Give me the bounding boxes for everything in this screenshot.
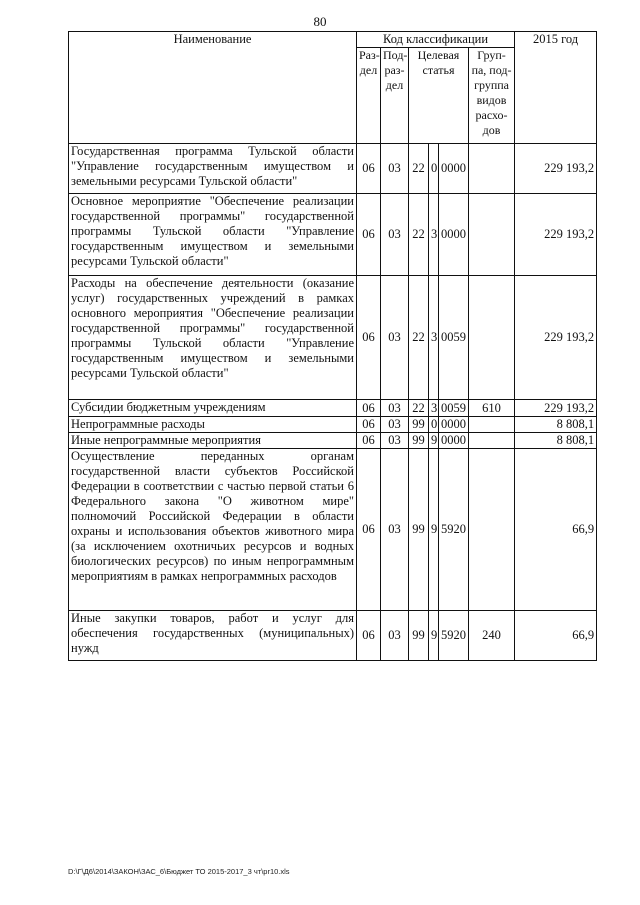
target-program-cell: 22 [409,144,429,194]
target-direction-cell: 0000 [439,144,469,194]
target-program-cell: 99 [409,611,429,661]
razdel-cell: 06 [357,194,381,276]
table-row [69,144,597,194]
podrazdel-cell: 03 [381,144,409,194]
target-direction-cell: 0000 [439,417,469,433]
row-name: Основное мероприятие "Обеспечение реализации государственной программы" государственной программы Тульской области "Управление государственным имуществом и земельными ресурсами Тульской области" [69,194,357,276]
expense-type-cell [469,417,515,433]
table-row [69,433,597,449]
podrazdel-cell: 03 [381,400,409,417]
expense-type-cell [469,144,515,194]
table-row [69,449,597,611]
target-program-cell: 99 [409,417,429,433]
razdel-cell: 06 [357,417,381,433]
amount-cell: 229 193,2 [515,400,597,417]
amount-cell: 229 193,2 [515,276,597,400]
header-podrazdel: Под- раз- дел [381,48,409,144]
razdel-cell: 06 [357,611,381,661]
table-row [69,417,597,433]
amount-cell: 229 193,2 [515,144,597,194]
target-program-cell: 22 [409,400,429,417]
target-direction-cell: 0059 [439,400,469,417]
target-subprogram-cell: 3 [429,400,439,417]
header-vid: Груп- па, под- группа видов расхо- дов [469,48,515,144]
row-name: Иные непрограммные мероприятия [69,433,357,449]
target-subprogram-cell: 0 [429,144,439,194]
target-program-cell: 22 [409,276,429,400]
razdel-cell: 06 [357,400,381,417]
podrazdel-cell: 03 [381,417,409,433]
header-tselevaya: Целевая статья [409,48,469,144]
header-razdel: Раз- дел [357,48,381,144]
expense-type-cell [469,276,515,400]
target-direction-cell: 5920 [439,611,469,661]
table-row [69,400,597,417]
footer-file-path: D:\Г\Д6\2014\ЗАКОН\ЗАС_6\Бюджет ТО 2015-2017_3 чт\pr10.xls [68,867,290,876]
header-code-group: Код классификации [357,32,515,48]
amount-cell: 229 193,2 [515,194,597,276]
expense-type-cell [469,449,515,611]
page-number: 80 [313,14,327,29]
razdel-cell: 06 [357,433,381,449]
table-row [69,194,597,276]
amount-cell: 66,9 [515,611,597,661]
target-subprogram-cell: 9 [429,449,439,611]
target-subprogram-cell: 3 [429,276,439,400]
razdel-cell: 06 [357,144,381,194]
target-subprogram-cell: 9 [429,611,439,661]
amount-cell: 66,9 [515,449,597,611]
podrazdel-cell: 03 [381,276,409,400]
podrazdel-cell: 03 [381,433,409,449]
row-name: Расходы на обеспечение деятельности (оказание услуг) государственных учреждений в рамках основного мероприятия "Обеспечение реализации государственной программы" государственной программы Тульской области "Управление государственным имуществом и земельными ресурсами Тульской области" [69,276,357,400]
row-name: Осуществление переданных органам государственной власти субъектов Российской Федерации в соответствии с частью первой статьи 6 Федерального закона "О животном мире" полномочий Российской Федерации в области охраны и использования объектов животного мира (за исключением охотничьих ресурсов и водных биологических ресурсов) по иным непрограммным мероприятиям в рамках непрограммных расходов [69,449,357,611]
header-year: 2015 год [515,32,597,144]
podrazdel-cell: 03 [381,611,409,661]
budget-table [68,31,597,661]
target-direction-cell: 0059 [439,276,469,400]
target-direction-cell: 5920 [439,449,469,611]
expense-type-cell [469,433,515,449]
expense-type-cell: 240 [469,611,515,661]
amount-cell: 8 808,1 [515,417,597,433]
podrazdel-cell: 03 [381,194,409,276]
razdel-cell: 06 [357,449,381,611]
row-name: Непрограммные расходы [69,417,357,433]
target-subprogram-cell: 0 [429,417,439,433]
row-name: Государственная программа Тульской области "Управление государственным имуществом и земельными ресурсами Тульской области" [69,144,357,194]
razdel-cell: 06 [357,276,381,400]
table-row [69,276,597,400]
podrazdel-cell: 03 [381,449,409,611]
row-name: Иные закупки товаров, работ и услуг для обеспечения государственных (муниципальных) нужд [69,611,357,661]
row-name: Субсидии бюджетным учреждениям [69,400,357,417]
expense-type-cell: 610 [469,400,515,417]
amount-cell: 8 808,1 [515,433,597,449]
header-name: Наименование [69,32,357,144]
target-subprogram-cell: 9 [429,433,439,449]
table-row [69,611,597,661]
expense-type-cell [469,194,515,276]
target-program-cell: 99 [409,449,429,611]
target-direction-cell: 0000 [439,433,469,449]
target-program-cell: 99 [409,433,429,449]
target-program-cell: 22 [409,194,429,276]
target-direction-cell: 0000 [439,194,469,276]
target-subprogram-cell: 3 [429,194,439,276]
